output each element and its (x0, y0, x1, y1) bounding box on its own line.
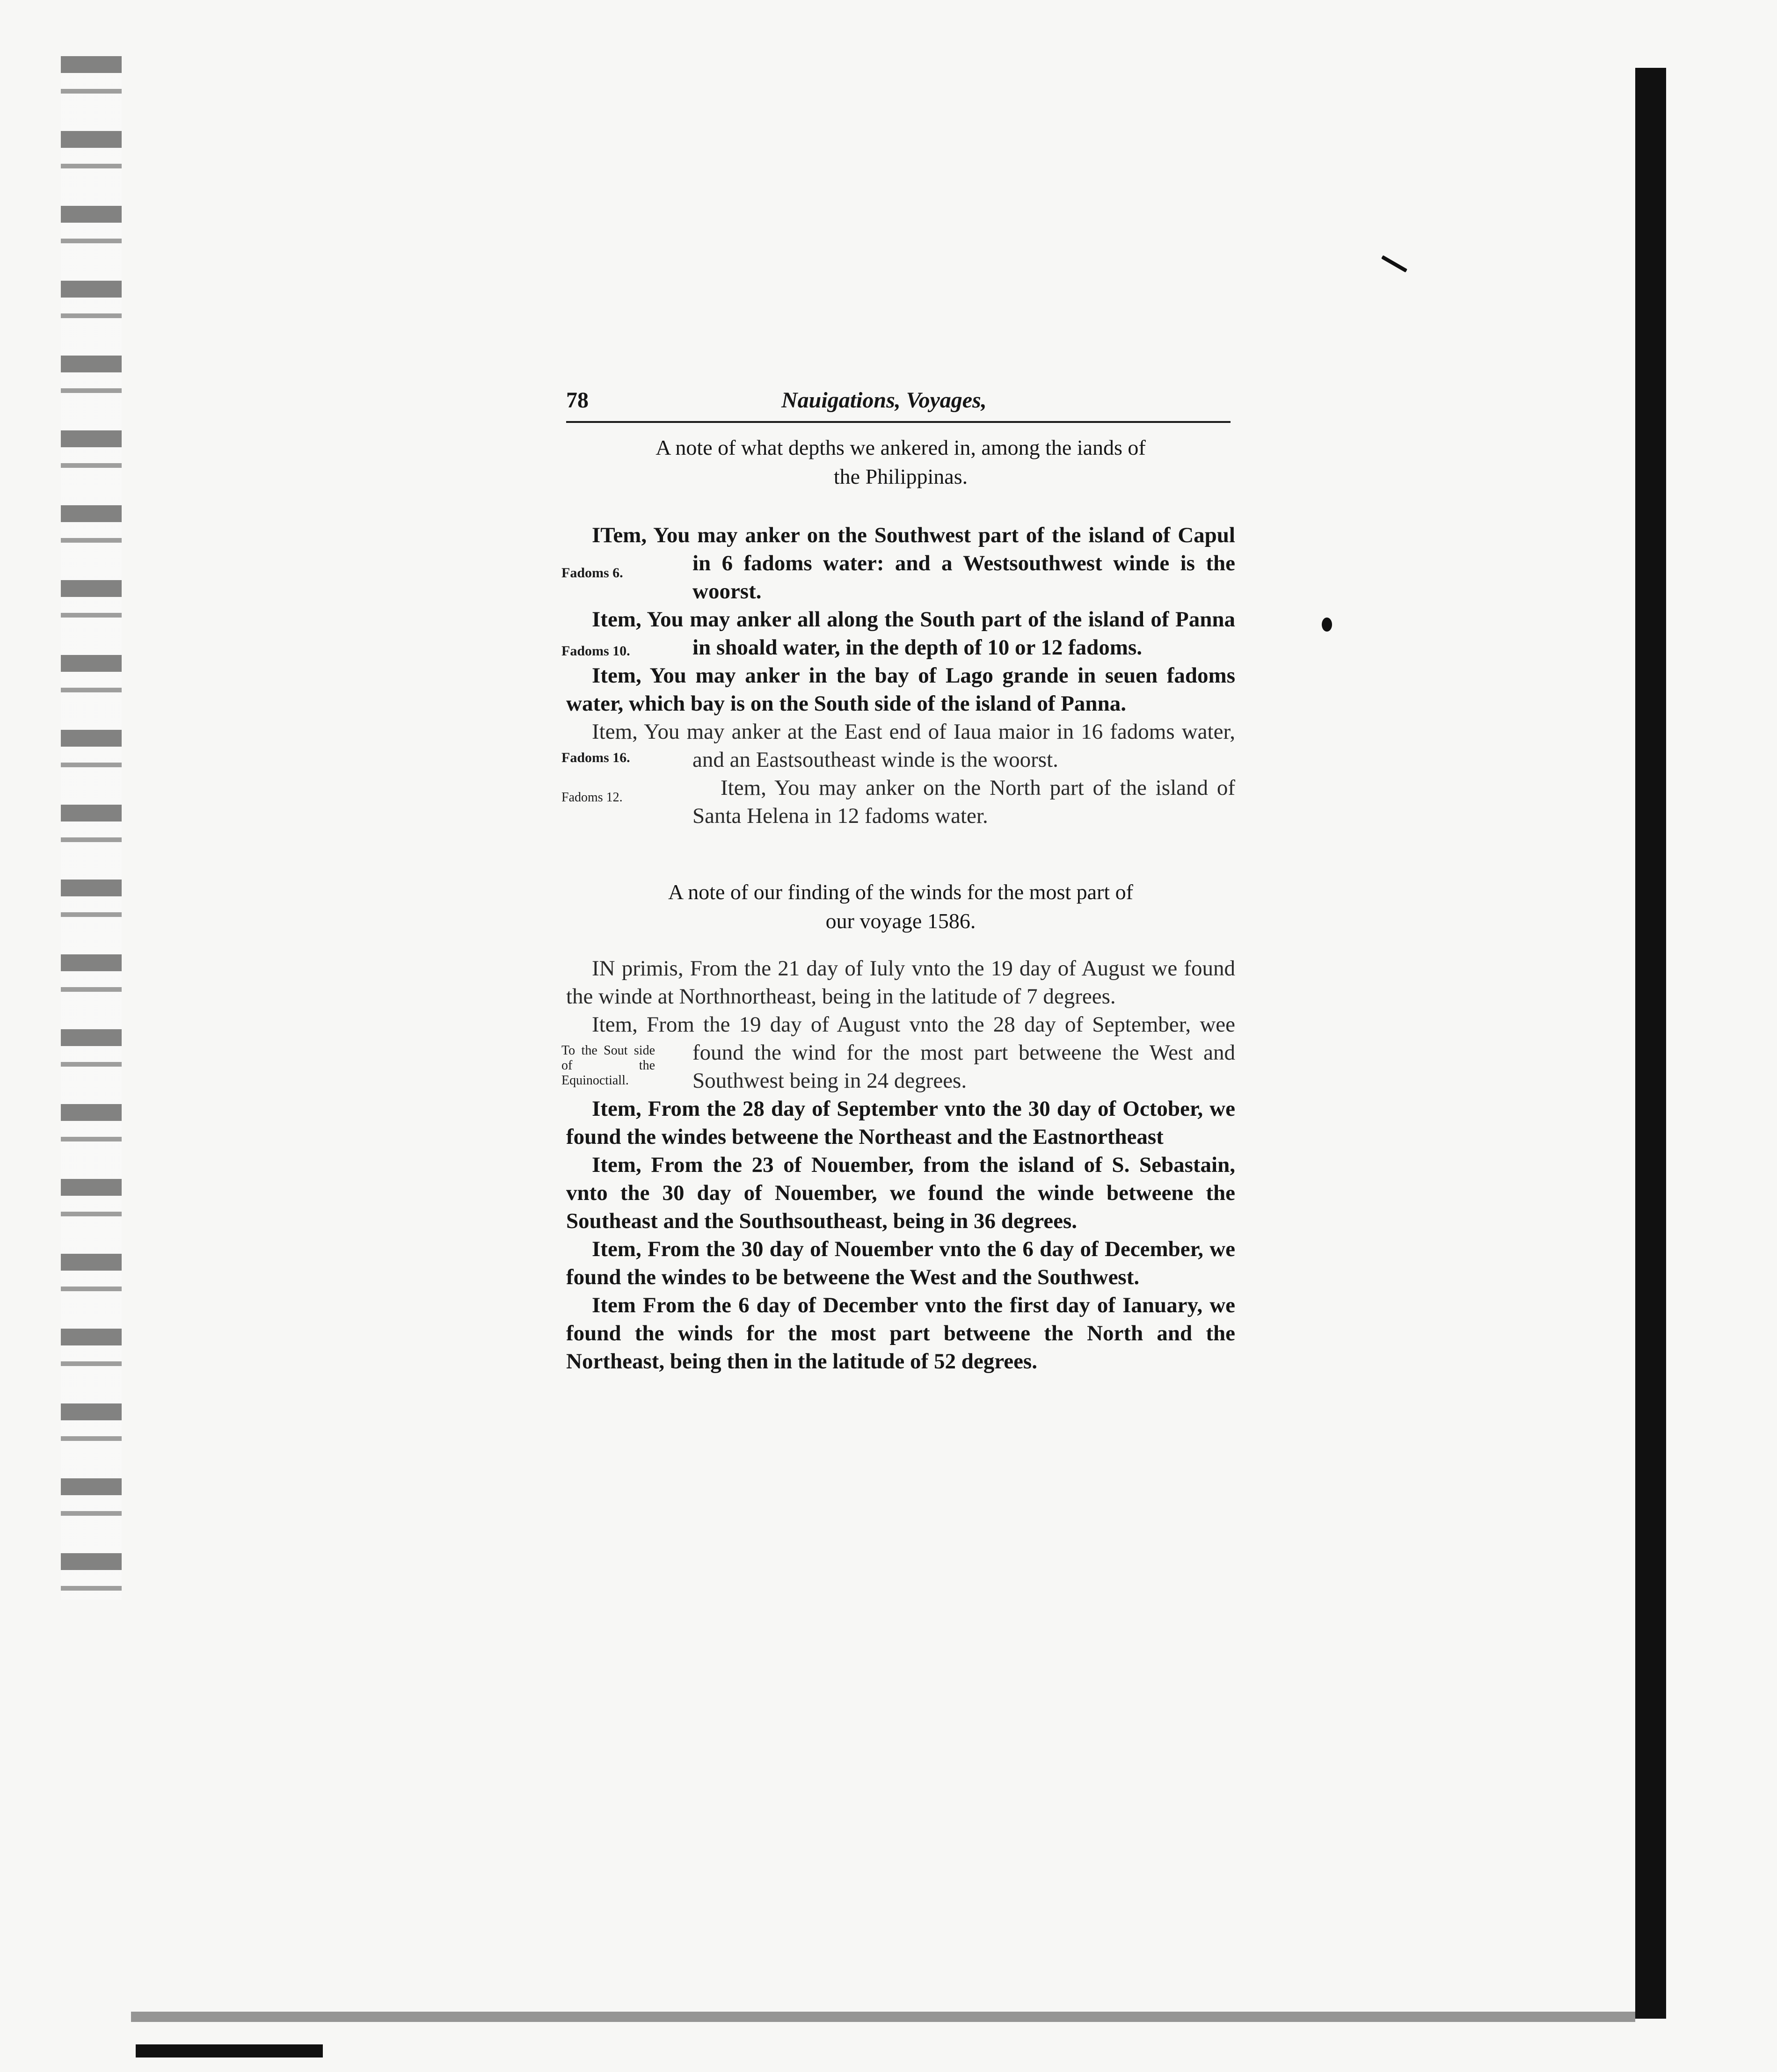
scan-bottom-border (131, 2012, 1635, 2022)
scan-left-border (61, 56, 122, 1600)
list-item: Item, You may anker at the East end of Iaua maior in 16 fadoms water, and an Eastsoutheast winde is the woorst. Fadoms 16. (561, 720, 1235, 772)
margin-note: To the Sout side of the Equinoctiall. (561, 1043, 655, 1088)
list-item: Item, From the 19 day of August vnto the 28 day of September, wee found the wind for the most part betweene the West and Southwest being in 24 degrees. To the Sout side of the Equinoctiall. (561, 1012, 1235, 1093)
margin-note: Fadoms 10. (561, 643, 630, 659)
list-item: Item From the 6 day of December vnto the first day of Ianuary, we found the winds for the most part betweene the North and the Northeast, being then in the latitude of 52 degrees. (566, 1293, 1235, 1374)
book-page (561, 384, 1235, 1375)
running-title: Nauigations, Voyages, (781, 388, 987, 413)
margin-note: Fadoms 12. (561, 790, 623, 805)
list-item: Item, From the 23 of Nouember, from the island of S. Sebastain, vnto the 30 day of Nouember, we found the winde betweene the Southeast and the Southsoutheast, being in 36 degrees. (566, 1153, 1235, 1233)
section-title-depths: A note of what depths we ankered in, among the iands of the Philippinas. (655, 436, 1146, 488)
scan-bottom-mark (136, 2044, 323, 2057)
page-number: 78 (566, 388, 589, 413)
list-item: IN primis, From the 21 day of Iuly vnto the 19 day of August we found the winde at Northnortheast, being in the latitude of 7 degrees. (566, 956, 1235, 1009)
ink-speck (1322, 618, 1332, 632)
ink-speck (1381, 255, 1407, 273)
section-title-winds: A note of our finding of the winds for the most part of our voyage 1586. (668, 880, 1133, 933)
list-item: ITem, You may anker on the Southwest part of the island of Capul in 6 fadoms water: and a Westsouthwest winde is the woorst. Fadoms 6. (561, 523, 1235, 603)
depths-list (561, 521, 1235, 830)
list-item: Item, You may anker in the bay of Lago grande in seuen fadoms water, which bay is on the South side of the island of Panna. (566, 663, 1235, 716)
list-item: Item, You may anker all along the South part of the island of Panna in shoald water, in the depth of 10 or 12 fadoms. Fadoms 10. (561, 607, 1235, 660)
running-head (566, 384, 1235, 416)
winds-list (561, 954, 1235, 1375)
list-item: Item, You may anker on the North part of the island of Santa Helena in 12 fadoms water. Fadoms 12. (561, 776, 1235, 828)
head-rule (566, 421, 1231, 423)
margin-note: Fadoms 16. (561, 750, 630, 765)
scan-right-border (1635, 68, 1666, 2019)
list-item: Item, From the 30 day of Nouember vnto the 6 day of December, we found the windes to be betweene the West and the Southwest. (566, 1237, 1235, 1289)
list-item: Item, From the 28 day of September vnto the 30 day of October, we found the windes betweene the Northeast and the Eastnortheast (566, 1097, 1235, 1149)
margin-note: Fadoms 6. (561, 565, 623, 581)
